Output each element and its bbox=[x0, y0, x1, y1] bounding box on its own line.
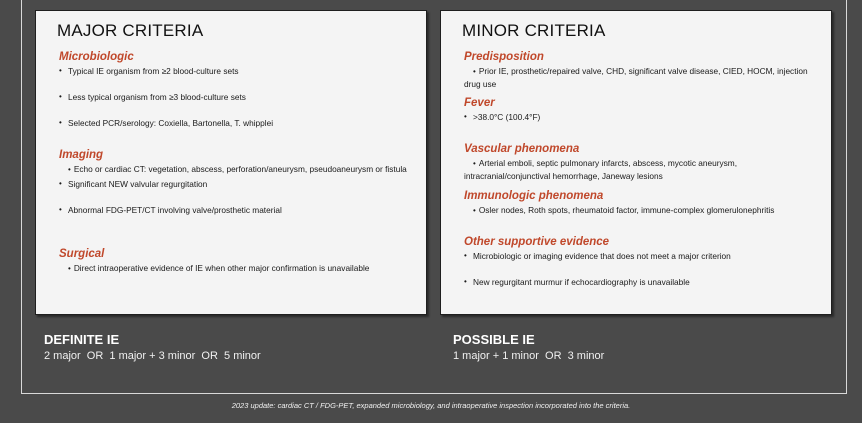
list-item: • Significant NEW valvular regurgitation bbox=[59, 179, 208, 189]
major-section-imaging bbox=[59, 149, 416, 216]
list-item: • Direct intraoperative evidence of IE when other major confirmation is unavailable bbox=[68, 263, 370, 273]
definite-ie-title: DEFINITE IE bbox=[44, 332, 120, 347]
list-item: • Prior IE, prosthetic/repaired valve, CHD, significant valve disease, CIED, HOCM, injection drug use bbox=[464, 66, 808, 89]
section-title: Predisposition bbox=[464, 51, 544, 63]
section-title: Other supportive evidence bbox=[464, 236, 610, 248]
list-item: • Echo or cardiac CT: vegetation, abscess, perforation/aneurysm, pseudoaneurysm or fistula bbox=[68, 164, 407, 174]
definite-ie-block bbox=[44, 332, 261, 362]
footer-note: 2023 update: cardiac CT / FDG-PET, expanded microbiology, and intraoperative inspection incorporated into the criteria. bbox=[231, 401, 631, 410]
list-item: • Microbiologic or imaging evidence that does not meet a major criterion bbox=[464, 251, 731, 261]
list-item: • Typical IE organism from ≥2 blood-culture sets bbox=[59, 66, 239, 76]
major-section-microbiologic bbox=[59, 51, 416, 129]
possible-ie-rule: 1 major + 1 minor OR 3 minor bbox=[453, 350, 605, 362]
section-title: Vascular phenomena bbox=[464, 143, 580, 155]
minor-section-fever bbox=[464, 97, 821, 123]
section-title: Imaging bbox=[59, 149, 104, 161]
list-item: • >38.0°C (100.4°F) bbox=[464, 112, 541, 122]
section-title: Microbiologic bbox=[59, 51, 134, 63]
definite-ie-rule: 2 major OR 1 major + 3 minor OR 5 minor bbox=[44, 350, 261, 362]
minor-criteria-panel bbox=[440, 10, 832, 315]
major-section-surgical bbox=[59, 248, 416, 275]
list-item: • Less typical organism from ≥3 blood-culture sets bbox=[59, 92, 246, 102]
major-criteria-title: MAJOR CRITERIA bbox=[57, 21, 204, 40]
minor-section-immunologic bbox=[464, 190, 821, 217]
list-item: • Arterial emboli, septic pulmonary infarcts, abscess, mycotic aneurysm, intracranial/conjunctival hemorrhage, Janeway lesions bbox=[464, 158, 738, 181]
list-item: • Osler nodes, Roth spots, rheumatoid factor, immune-complex glomerulonephritis bbox=[473, 205, 775, 215]
section-title: Fever bbox=[464, 97, 495, 109]
possible-ie-block bbox=[453, 332, 604, 362]
section-title: Immunologic phenomena bbox=[464, 190, 604, 202]
section-title: Surgical bbox=[59, 248, 105, 260]
list-item: • Selected PCR/serology: Coxiella, Bartonella, T. whipplei bbox=[59, 118, 274, 128]
minor-section-vascular bbox=[464, 143, 821, 182]
list-item: • New regurgitant murmur if echocardiography is unavailable bbox=[464, 277, 690, 287]
minor-criteria-title: MINOR CRITERIA bbox=[462, 21, 606, 40]
possible-ie-title: POSSIBLE IE bbox=[453, 332, 535, 347]
minor-section-predisposition bbox=[464, 51, 821, 90]
list-item: • Abnormal FDG-PET/CT involving valve/prosthetic material bbox=[59, 205, 282, 215]
major-criteria-panel bbox=[35, 10, 427, 315]
minor-section-other bbox=[464, 236, 821, 288]
